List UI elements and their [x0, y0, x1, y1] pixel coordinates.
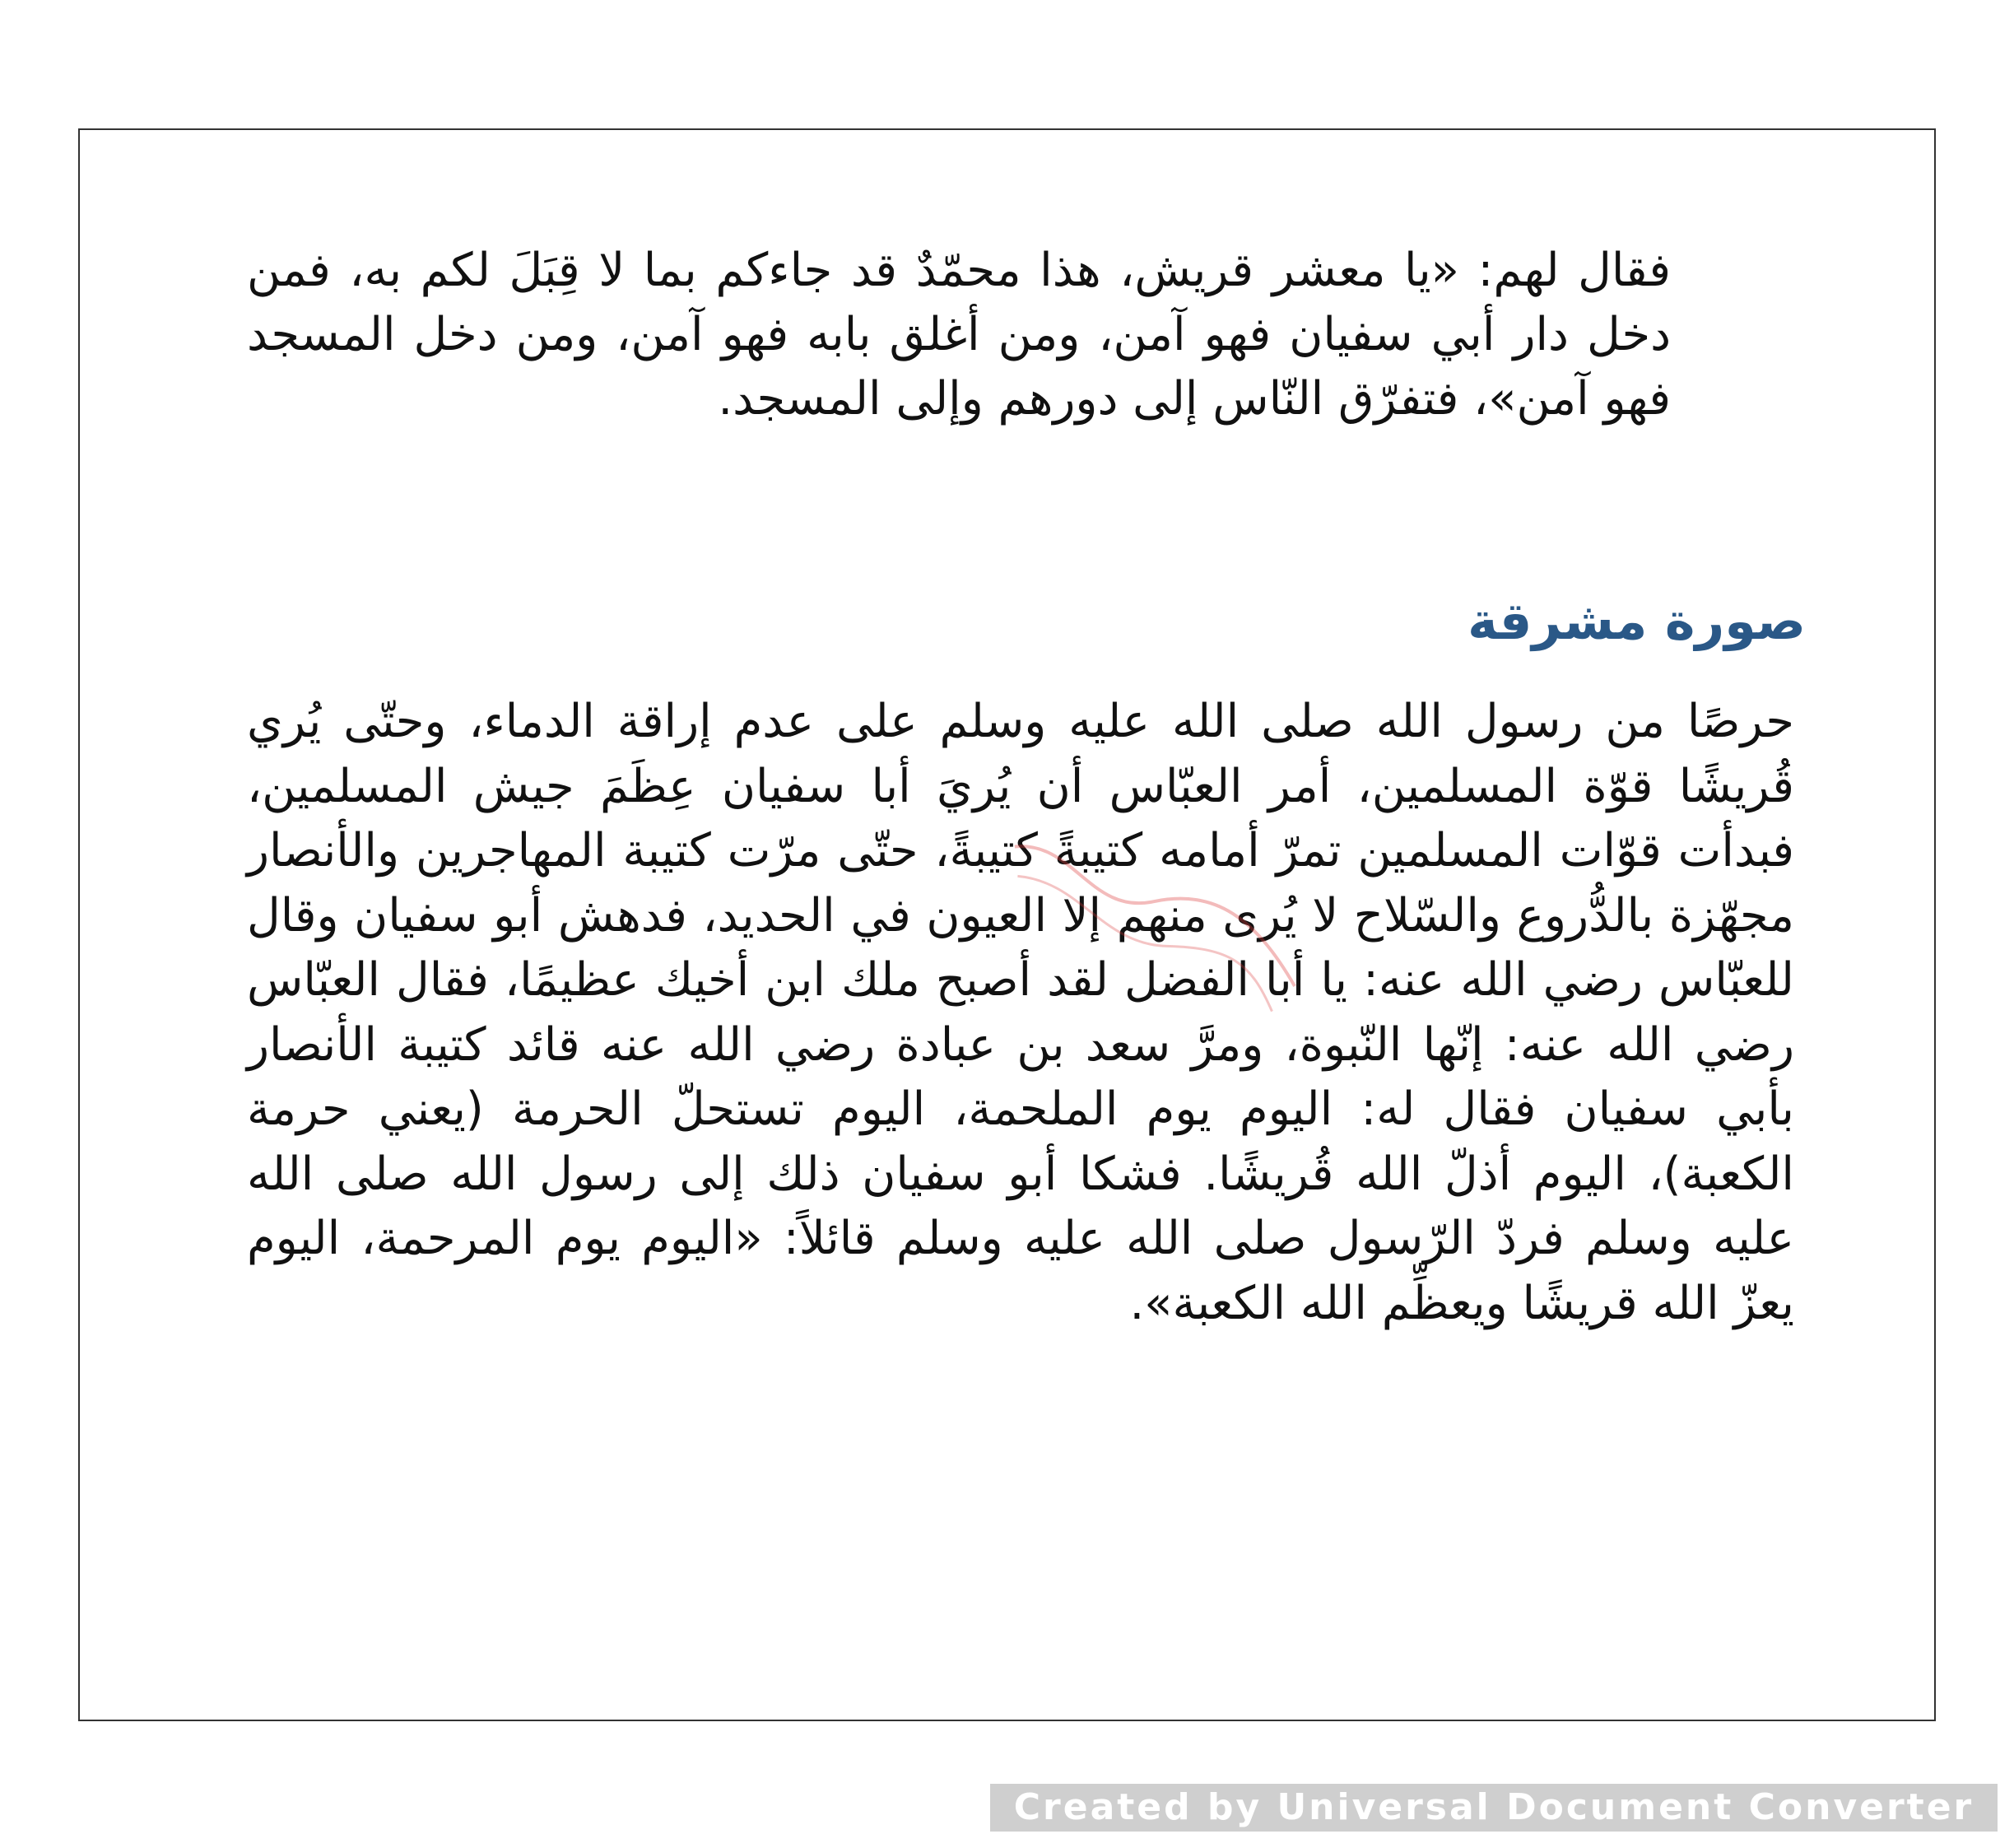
paragraph-bright-image: حرصًا من رسول الله صلى الله عليه وسلم على عدم إراقة الدماء، وحتّى يُري قُريشًا قوّة المسلمين، أمر العبّاس أن يُريَ أبا سفيان عِظَمَ جيش المسلمين، فبدأت قوّات المسلمين تمرّ أمامه كتيبةً كتيبةً، حتّى مرّت كتيبة المهاجرين والأنصار مجهّزة بالدُّروع والسّلاح لا يُرى منهم إلا العيون في الحديد، فدهش أبو سفيان وقال للعبّاس رضي الله عنه: يا أبا الفضل لقد أصبح ملك ابن أخيك عظيمًا، فقال العبّاس رضي الله عنه: إنّها النّبوة، ومرَّ سعد بن عبادة رضي الله عنه قائد كتيبة الأنصار بأبي سفيان فقال له: اليوم يوم الملحمة، اليوم تستحلّ الحرمة (يعني حرمة الكعبة)، اليوم أذلّ الله قُريشًا. فشكا أبو سفيان ذلك إلى رسول الله صلى الله عليه وسلم فردّ الرّسول صلى الله عليه وسلم قائلاً: «اليوم يوم المرحمة، اليوم يعزّ الله قريشًا ويعظِّم الله الكعبة». [247, 695, 1794, 1330]
paragraph-quraysh-address: فقال لهم: «يا معشر قريش، هذا محمّدٌ قد جاءكم بما لا قِبَلَ لكم به، فمن دخل دار أبي سفيان فهو آمن، ومن أغلق بابه فهو آمن، ومن دخل المسجد فهو آمن»، فتفرّق النّاس إلى دورهم وإلى المسجد. [247, 244, 1671, 426]
converter-watermark-banner: Created by Universal Document Converter [990, 1784, 1998, 1832]
section-title: صورة مشرقة [1467, 591, 1806, 651]
